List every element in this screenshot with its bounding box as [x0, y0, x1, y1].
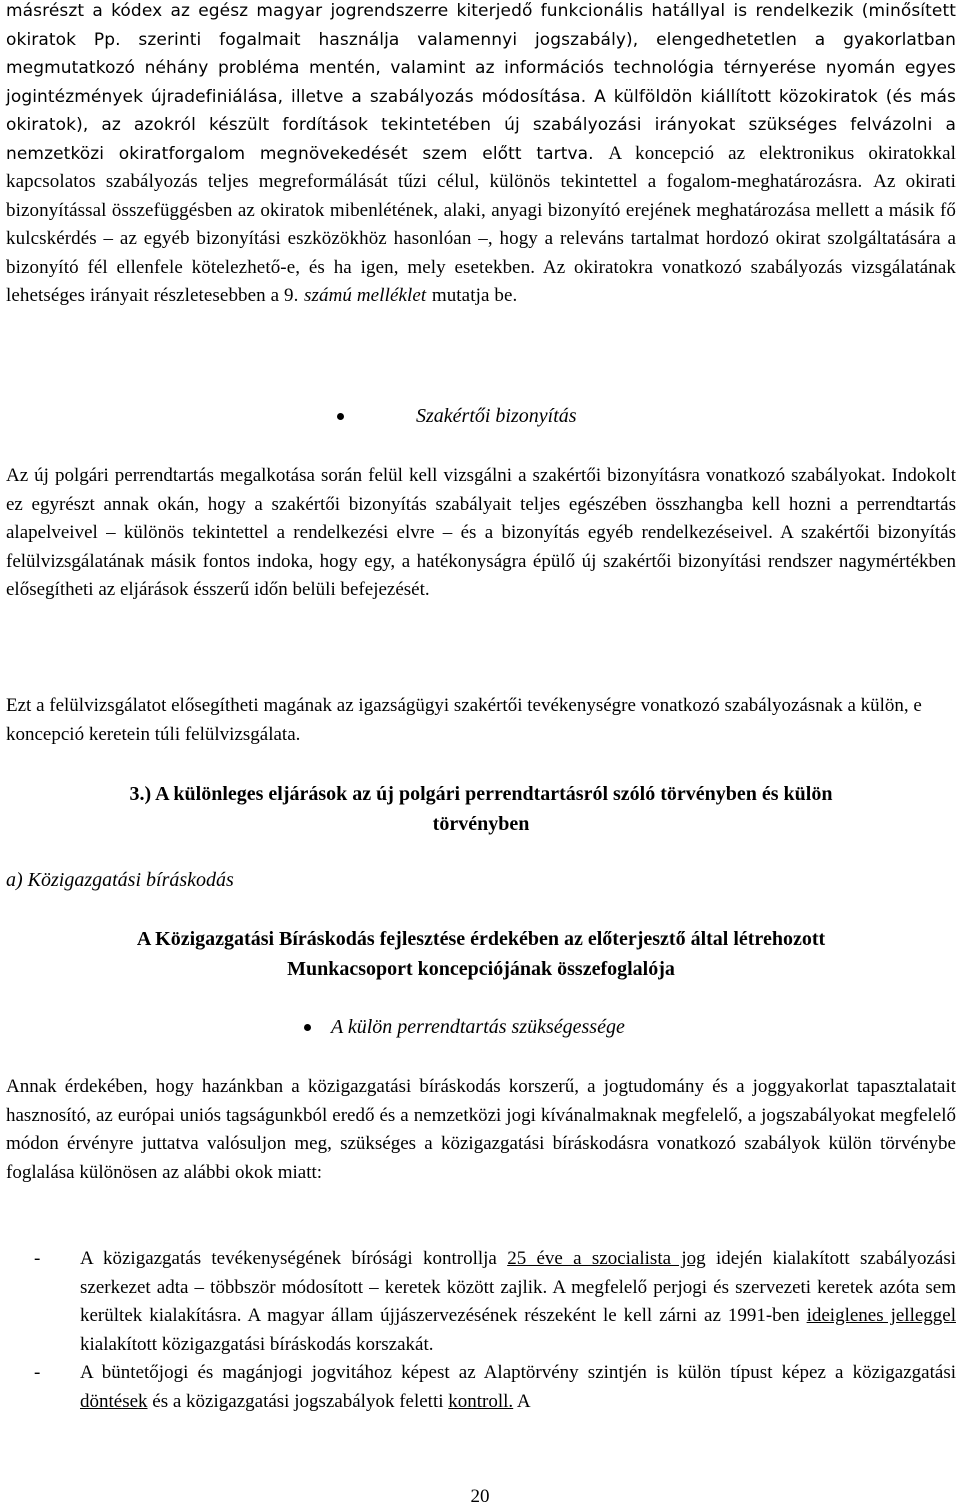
section-3-title-line-1: 3.) A különleges eljárások az új polgári perrendtartásról szóló törvényben és külön — [129, 783, 833, 805]
section-3-title — [6, 779, 956, 839]
item-2-underline-1: döntések — [80, 1390, 148, 1412]
intro-sentence-end: mutatja be. — [431, 285, 518, 306]
list-dash: - — [34, 1248, 41, 1269]
expert-heading-text: Szakértői bizonyítás — [416, 405, 577, 427]
bullet-icon — [337, 413, 344, 420]
item-2-underline-2: kontroll. — [448, 1390, 514, 1412]
page-number: 20 — [470, 1486, 490, 1507]
expert-paragraph-2: Ezt a felülvizsgálatot elősegítheti magának az igazságügyi szakértői tevékenységre vonatkozó szabályozásnak a külön, e koncepció keretein túli felülvizsgálata. — [6, 695, 922, 745]
item-1-underline-1: 25 éve a szocialista jog — [507, 1248, 706, 1269]
intro-sentence-4: Az okirati bizonyítással összefüggésben az okiratok mibenlétének, alaki, anyagi bizonyító erejének meghatározása mellett a másik fő kulcskérdés – az egyéb bizonyítási eszközökhöz hasonlóan –, hogy a releváns tartalmat hordozó okirat szolgáltatására a bizonyító fél ellenfele kötelezhető-e, és ha igen, mely esetekben. Az okiratokra vonatkozó szabályozás vizsgálatának lehetséges irányait részletesebben a 9. — [6, 171, 956, 306]
separate-code-heading-text: A külön perrendtartás szükségessége — [331, 1016, 625, 1038]
expert-paragraph-1: Az új polgári perrendtartás megalkotása során felül kell vizsgálni a szakértői bizonyításra vonatkozó szabályokat. Indokolt ez egyrészt annak okán, hogy a szakértői bizonyítás szabályait teljes egészében összhangba kell hozni a perrendtartás alapelveivel – különös tekintettel a rendelkezési elvre – és a bizonyítás egyéb rendelkezéseivel. A szakértői bizonyítás felülvizsgálatának másik fontos indoka, hogy egy, a hatékonyságra épülő új szakértői bizonyítási rendszer nagymértékben elősegítheti az eljárások ésszerű időn belüli befejezését. — [6, 465, 956, 600]
intro-text — [6, 0, 956, 311]
list-item — [6, 1359, 956, 1416]
bullet-icon — [304, 1024, 311, 1031]
intro-sentence-3: A koncepció az elektronikus okiratokkal kapcsolatos szabályozás teljes megreformálását tűzi célul, különös tekintettel a fogalom-meghatározásra. — [6, 142, 956, 192]
working-group-title-line-2: Munkacsoport koncepciójának összefoglalója — [287, 958, 675, 980]
working-group-title — [6, 924, 956, 984]
subsection-heading: a) Közigazgatási bíráskodás — [6, 869, 234, 891]
list-dash: - — [34, 1362, 41, 1383]
section-3-title-line-2: törvényben — [432, 813, 530, 835]
item-2-text-b: és a közigazgatási jogszabályok feletti — [152, 1390, 444, 1412]
intro-paragraph — [6, 0, 956, 311]
list-item — [6, 1245, 956, 1359]
item-2-text-a: A büntetőjogi és magánjogi jogvitához képest az Alaptörvény szintjén is külön típust képez a közigazgatási — [80, 1362, 956, 1383]
item-1-underline-2: ideiglenes jelleggel — [806, 1305, 956, 1326]
reasons-list — [6, 1245, 956, 1416]
item-1-text-c: kialakított közigazgatási bíráskodás korszakát. — [80, 1333, 434, 1355]
intro-sentence-2: A külföldön kiállított közokiratok (és más okiratok), az azokról készült fordítások tekintetében új szabályozási irányokat szükséges felvázolni a nemzetközi okiratforgalom megnövekedését szem előtt tartva. — [6, 86, 956, 164]
section-3-paragraph: Annak érdekében, hogy hazánkban a közigazgatási bíráskodás korszerű, a jogtudomány és a joggyakorlat tapasztalatait hasznosító, az európai uniós tagságunkból eredő és a nemzetközi jogi kívánalmaknak megfelelő, a jogszabályokat megfelelő módon érvényre juttatva valósuljon meg, szükséges a közigazgatási bíráskodásra vonatkozó szabályok külön törvénybe foglalása különösen az alábbi okok miatt: — [6, 1076, 956, 1183]
item-1-text-b: idején kialakított szabályozási szerkezet adta – többször módosított – keretek között zajlik. A megfelelő perjogi és szervezeti keretek azóta sem kerültek kialakításra. A magyar állam újjászervezésének részeként le kell zárni az 1991-ben — [80, 1248, 957, 1326]
intro-sentence-1: másrészt a kódex az egész magyar jogrendszerre kiterjedő funkcionális hatállyal is rendelkezik (minősített okiratok Pp. szerinti fogalmait használja valamennyi jogszabály), elengedhetetlen a gyakorlatban megmutatkozó néhány probléma mentén, valamint az információs technológia térnyerése nyomán egyes jogintézmények újradefiniálása, illetve a szabályozás módosítása. — [6, 1, 956, 107]
annex-reference: számú melléklet — [303, 285, 427, 306]
working-group-title-line-1: A Közigazgatási Bíráskodás fejlesztése érdekében az előterjesztő által létrehozott — [136, 928, 826, 950]
item-2-text-c: A — [516, 1390, 531, 1412]
item-1-text-a: A közigazgatás tevékenységének bírósági kontrollja — [80, 1248, 497, 1269]
